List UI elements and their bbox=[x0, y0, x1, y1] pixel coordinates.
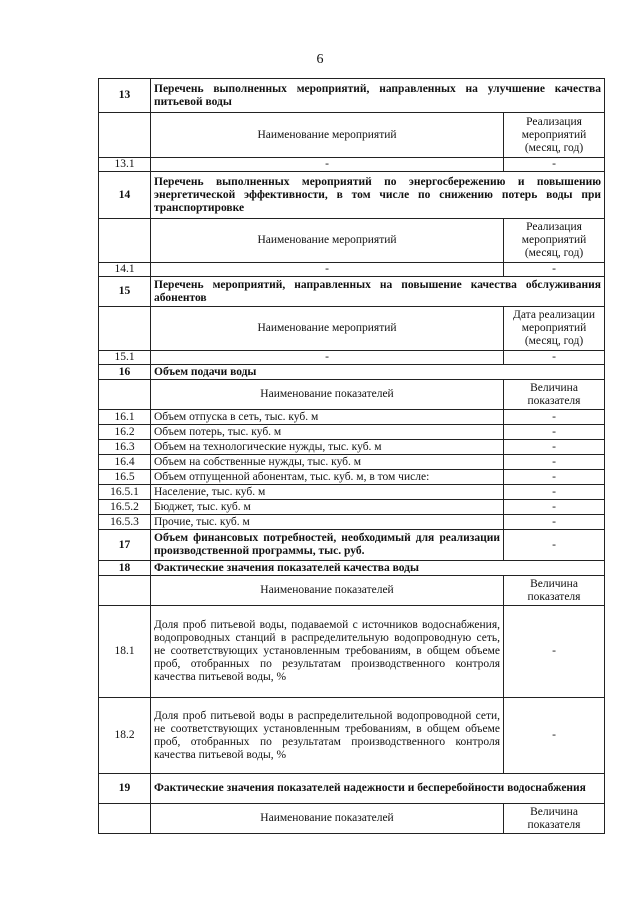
row-value: - bbox=[504, 530, 605, 561]
row-value: - bbox=[504, 500, 605, 515]
empty-cell bbox=[99, 804, 151, 834]
table-row bbox=[99, 410, 605, 425]
table-row bbox=[99, 500, 605, 515]
row-text: Объем потерь, тыс. куб. м bbox=[151, 425, 504, 440]
row-number: 16.5.2 bbox=[99, 500, 151, 515]
row-text: Объем отпущенной абонентам, тыс. куб. м, в том числе: bbox=[151, 470, 504, 485]
row-value: - bbox=[504, 263, 605, 277]
header-row bbox=[99, 576, 605, 606]
section-title: Фактические значения показателей надежности и бесперебойности водоснабжения bbox=[151, 774, 605, 804]
table-row bbox=[99, 425, 605, 440]
column-header-realization-date: Дата реализации мероприятий (месяц, год) bbox=[504, 307, 605, 351]
section-number: 14 bbox=[99, 172, 151, 219]
section-number: 18 bbox=[99, 561, 151, 576]
table-row bbox=[99, 698, 605, 774]
section-number: 17 bbox=[99, 530, 151, 561]
section-title: Перечень выполненных мероприятий, направленных на улучшение качества питьевой воды bbox=[151, 79, 605, 113]
header-row bbox=[99, 219, 605, 263]
header-row bbox=[99, 380, 605, 410]
header-row bbox=[99, 804, 605, 834]
row-number: 16.5.3 bbox=[99, 515, 151, 530]
row-text: Доля проб питьевой воды в распределительной водопроводной сети, не соответствующих установленным требованиям, в общем объеме проб, отобранных по результатам производственного контроля качества питьевой воды, % bbox=[151, 698, 504, 774]
row-number: 16.3 bbox=[99, 440, 151, 455]
production-program-table bbox=[98, 78, 605, 834]
row-number: 13.1 bbox=[99, 158, 151, 172]
page-number: 6 bbox=[316, 52, 324, 67]
row-text: Объем на собственные нужды, тыс. куб. м bbox=[151, 455, 504, 470]
row-value: - bbox=[504, 425, 605, 440]
section-14-row bbox=[99, 172, 605, 219]
row-number: 15.1 bbox=[99, 351, 151, 365]
section-number: 15 bbox=[99, 277, 151, 307]
row-value: - bbox=[504, 485, 605, 500]
row-value: - bbox=[504, 470, 605, 485]
table-row bbox=[99, 158, 605, 172]
section-16-row bbox=[99, 365, 605, 380]
row-number: 16.5 bbox=[99, 470, 151, 485]
column-header-indicator: Наименование показателей bbox=[151, 576, 504, 606]
column-header-indicator: Наименование показателей bbox=[151, 804, 504, 834]
section-number: 16 bbox=[99, 365, 151, 380]
table-row bbox=[99, 351, 605, 365]
row-number: 18.1 bbox=[99, 606, 151, 698]
section-title: Перечень выполненных мероприятий по энергосбережению и повышению энергетической эффективности, в том числе по снижению потерь воды при транспортировке bbox=[151, 172, 605, 219]
section-15-row bbox=[99, 277, 605, 307]
empty-cell bbox=[99, 219, 151, 263]
section-title: Фактические значения показателей качества воды bbox=[151, 561, 605, 576]
row-value: - bbox=[504, 440, 605, 455]
column-header-realization: Реализация мероприятий (месяц, год) bbox=[504, 113, 605, 158]
column-header-indicator: Наименование показателей bbox=[151, 380, 504, 410]
section-title: Объем подачи воды bbox=[151, 365, 605, 380]
row-text: Доля проб питьевой воды, подаваемой с источников водоснабжения, водопроводных станций в распределительную водопроводную сеть, не соответствующих установленным требованиям, в общем объеме проб, отобранных по результатам производственного контроля качества питьевой воды, % bbox=[151, 606, 504, 698]
row-text: Население, тыс. куб. м bbox=[151, 485, 504, 500]
empty-cell bbox=[99, 307, 151, 351]
empty-cell bbox=[99, 380, 151, 410]
row-text: Прочие, тыс. куб. м bbox=[151, 515, 504, 530]
header-row bbox=[99, 113, 605, 158]
section-title: Объем финансовых потребностей, необходимый для реализации производственной программы, тыс. руб. bbox=[151, 530, 504, 561]
row-number: 18.2 bbox=[99, 698, 151, 774]
section-19-row bbox=[99, 774, 605, 804]
table-row bbox=[99, 515, 605, 530]
column-header-value: Величина показателя bbox=[504, 804, 605, 834]
section-number: 13 bbox=[99, 79, 151, 113]
section-18-row bbox=[99, 561, 605, 576]
section-13-row bbox=[99, 79, 605, 113]
section-title: Перечень мероприятий, направленных на повышение качества обслуживания абонентов bbox=[151, 277, 605, 307]
row-text: Объем отпуска в сеть, тыс. куб. м bbox=[151, 410, 504, 425]
row-value: - bbox=[504, 515, 605, 530]
row-value: - bbox=[504, 410, 605, 425]
table-row bbox=[99, 455, 605, 470]
row-number: 16.5.1 bbox=[99, 485, 151, 500]
row-number: 16.4 bbox=[99, 455, 151, 470]
row-value: - bbox=[504, 158, 605, 172]
column-header-realization: Реализация мероприятий (месяц, год) bbox=[504, 219, 605, 263]
row-text: - bbox=[151, 158, 504, 172]
empty-cell bbox=[99, 576, 151, 606]
header-row bbox=[99, 307, 605, 351]
column-header-name: Наименование мероприятий bbox=[151, 113, 504, 158]
row-value: - bbox=[504, 351, 605, 365]
empty-cell bbox=[99, 113, 151, 158]
table-row bbox=[99, 263, 605, 277]
row-number: 16.1 bbox=[99, 410, 151, 425]
table-row bbox=[99, 470, 605, 485]
row-text: - bbox=[151, 263, 504, 277]
column-header-name: Наименование мероприятий bbox=[151, 307, 504, 351]
row-value: - bbox=[504, 455, 605, 470]
row-text: - bbox=[151, 351, 504, 365]
row-text: Бюджет, тыс. куб. м bbox=[151, 500, 504, 515]
row-value: - bbox=[504, 606, 605, 698]
section-number: 19 bbox=[99, 774, 151, 804]
table-row bbox=[99, 440, 605, 455]
column-header-value: Величина показателя bbox=[504, 380, 605, 410]
row-text: Объем на технологические нужды, тыс. куб. м bbox=[151, 440, 504, 455]
column-header-value: Величина показателя bbox=[504, 576, 605, 606]
section-17-row bbox=[99, 530, 605, 561]
row-number: 16.2 bbox=[99, 425, 151, 440]
table-row bbox=[99, 606, 605, 698]
row-value: - bbox=[504, 698, 605, 774]
row-number: 14.1 bbox=[99, 263, 151, 277]
column-header-name: Наименование мероприятий bbox=[151, 219, 504, 263]
table-row bbox=[99, 485, 605, 500]
